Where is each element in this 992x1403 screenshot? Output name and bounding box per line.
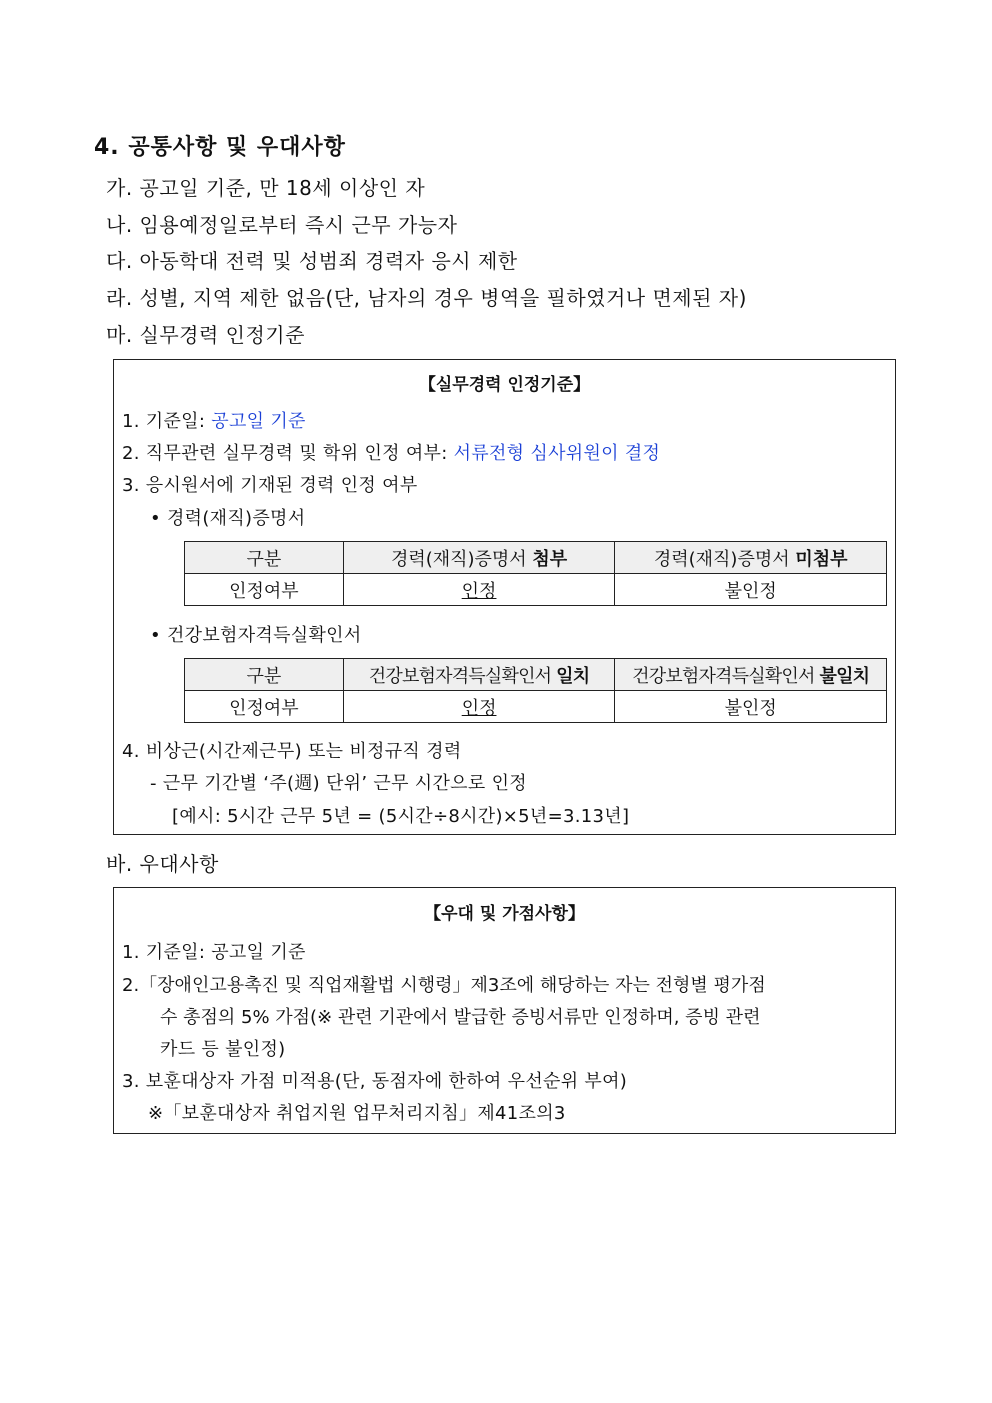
criteria-line-1 bbox=[122, 407, 306, 433]
criteria-example: [예시: 5시간 근무 5년 = (5시간÷8시간)×5년=3.13년] bbox=[172, 806, 630, 827]
box-title: 【우대 및 가점사항】 bbox=[424, 904, 585, 924]
line-value: 서류전형 심사위원이 결정 bbox=[453, 443, 661, 464]
preference-line-2a: 2.「장애인고용촉진 및 직업재활법 시행령」제3조에 해당하는 자는 전형별 평가점 bbox=[122, 975, 766, 996]
cell-recognition-label: 인정여부 bbox=[185, 691, 344, 723]
item-ra: 라. 성별, 지역 제한 없음(단, 남자의 경우 병역을 필하였거나 면제된 자) bbox=[106, 286, 747, 310]
table-header-row bbox=[185, 659, 887, 691]
section-heading: 4. 공통사항 및 우대사항 bbox=[94, 135, 346, 160]
preference-line-3: 3. 보훈대상자 가점 미적용(단, 동점자에 한하여 우선순위 부여) bbox=[122, 1071, 628, 1092]
table-header-row bbox=[185, 542, 887, 574]
line-prefix: 2. 직무관련 실무경력 및 학위 인정 여부: bbox=[122, 443, 454, 464]
line-value: 공고일 기준 bbox=[211, 411, 306, 432]
item-ma: 마. 실무경력 인정기준 bbox=[106, 323, 305, 347]
bullet-health-insurance: • 건강보험자격득실확인서 bbox=[150, 625, 362, 646]
bullet-employment-certificate: • 경력(재직)증명서 bbox=[150, 508, 306, 529]
preference-line-2b: 수 총점의 5% 가점(※ 관련 기관에서 발급한 증빙서류만 인정하며, 증빙 관련 bbox=[160, 1007, 761, 1028]
employment-certificate-table bbox=[184, 541, 887, 606]
preference-note: ※「보훈대상자 취업지원 업무처리지침」제41조의3 bbox=[148, 1103, 566, 1124]
health-insurance-table bbox=[184, 658, 887, 723]
preference-line-1: 1. 기준일: 공고일 기준 bbox=[122, 942, 306, 963]
header-category: 구분 bbox=[185, 542, 344, 574]
item-ga: 가. 공고일 기준, 만 18세 이상인 자 bbox=[106, 176, 426, 200]
item-da: 다. 아동학대 전력 및 성범죄 경력자 응시 제한 bbox=[106, 249, 518, 273]
line-prefix: 1. 기준일: bbox=[122, 411, 212, 432]
box-title: 【실무경력 인정기준】 bbox=[418, 375, 591, 395]
criteria-line-2 bbox=[122, 439, 660, 465]
experience-criteria-box bbox=[113, 359, 896, 835]
item-ba: 바. 우대사항 bbox=[106, 852, 219, 876]
preference-line-2c: 카드 등 불인정) bbox=[160, 1039, 286, 1060]
header-attached: 경력(재직)증명서 첨부 bbox=[343, 542, 615, 574]
criteria-line-4: 4. 비상근(시간제근무) 또는 비정규직 경력 bbox=[122, 741, 462, 762]
table-row bbox=[185, 691, 887, 723]
item-na: 나. 임용예정일로부터 즉시 근무 가능자 bbox=[106, 213, 458, 237]
criteria-line-4-sub: - 근무 기간별 ‘주(週) 단위’ 근무 시간으로 인정 bbox=[150, 773, 527, 794]
table-row bbox=[185, 574, 887, 606]
header-match: 건강보험자격득실확인서 일치 bbox=[343, 659, 615, 691]
cell-recognized: 인정 bbox=[343, 574, 615, 606]
cell-recognition-label: 인정여부 bbox=[185, 574, 344, 606]
header-mismatch: 건강보험자격득실확인서 불일치 bbox=[615, 659, 887, 691]
header-category: 구분 bbox=[185, 659, 344, 691]
preference-points-box bbox=[113, 887, 896, 1134]
cell-recognized: 인정 bbox=[343, 691, 615, 723]
cell-not-recognized: 불인정 bbox=[615, 574, 887, 606]
cell-not-recognized: 불인정 bbox=[615, 691, 887, 723]
header-not-attached: 경력(재직)증명서 미첨부 bbox=[615, 542, 887, 574]
criteria-line-3: 3. 응시원서에 기재된 경력 인정 여부 bbox=[122, 475, 418, 496]
